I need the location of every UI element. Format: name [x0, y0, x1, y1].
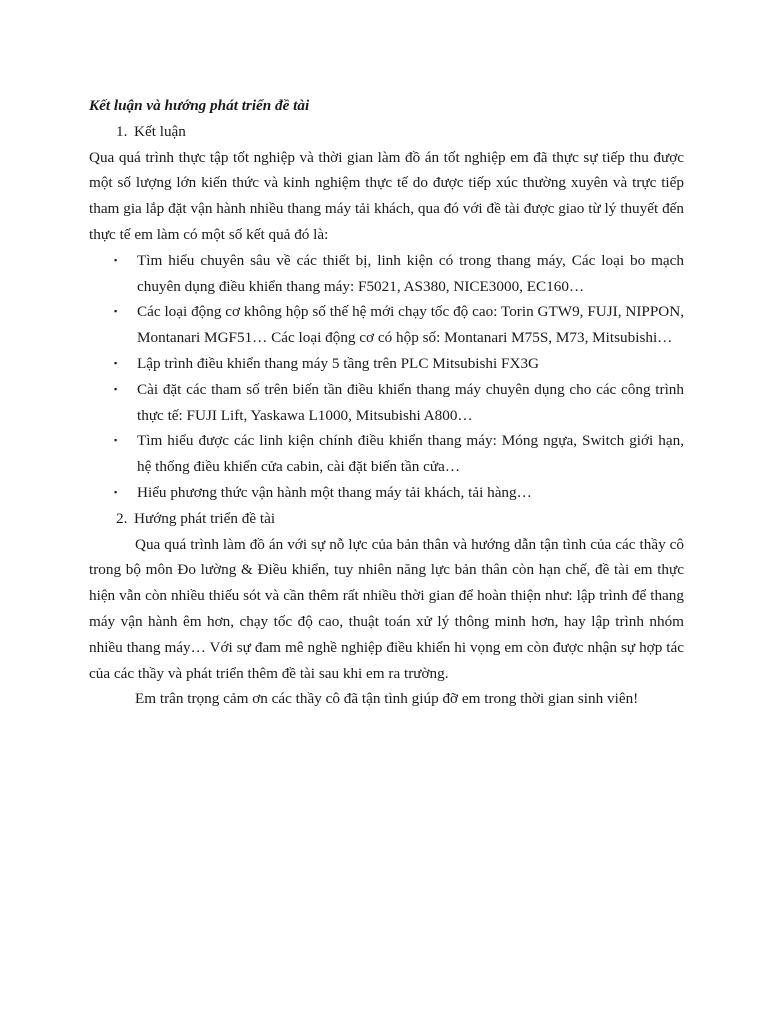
list-item — [89, 428, 684, 480]
list-item-text: Các loại động cơ không hộp số thế hệ mới chạy tốc độ cao: Torin GTW9, FUJI, NIPPON, Montanari MGF51… Các loại động cơ có hộp số: Montanari M75S, M73, Mitsubishi… — [137, 303, 684, 347]
list-item — [89, 351, 684, 377]
closing-thanks-paragraph: Em trân trọng cảm ơn các thầy cô đã tận tình giúp đỡ em trong thời gian sinh viên! — [135, 690, 639, 708]
bullet-icon: ▪ — [114, 486, 118, 497]
section-number: 2. — [116, 509, 128, 527]
bullet-icon: ▪ — [114, 435, 118, 446]
development-paragraph: Qua quá trình làm đồ án với sự nỗ lực của bản thân và hướng dẫn tận tình của các thầy cô trong bộ môn Đo lường & Điều khiển, tuy nhiên năng lực bản thân còn hạn chế, đề tài em thực hiện vẫn còn nhiều thiếu sót và cần thêm rất nhiều thời gian để hoàn thiện như: lập trình để thang máy vận hành êm hơn, chạy tốc độ cao, thuật toán xử lý thông minh hơn, hay lập trình nhóm nhiều thang máy… Với sự đam mê nghề nghiệp điều khiển hi vọng em còn được nhận sự hợp tác của các thầy và phát triển thêm đề tài sau khi em ra trường. — [89, 535, 684, 682]
document-title: Kết luận và hướng phát triển đề tài — [89, 97, 310, 114]
bullet-icon: ▪ — [114, 254, 118, 265]
list-item-text: Tìm hiểu chuyên sâu về các thiết bị, linh kiện có trong thang máy, Các loại bo mạch chuyên dụng điều khiển thang máy: F5021, AS380, NICE3000, EC160… — [137, 251, 684, 295]
section-heading-text: Kết luận — [134, 122, 186, 140]
list-item — [89, 480, 684, 506]
section-heading-conclusion — [89, 119, 684, 145]
list-item — [89, 248, 684, 300]
conclusion-intro-paragraph: Qua quá trình thực tập tốt nghiệp và thời gian làm đồ án tốt nghiệp em đã thực sự tiếp thu được một số lượng lớn kiến thức và kinh nghiệm thực tế do được tiếp xúc thường xuyên và trực tiếp tham gia lắp đặt vận hành nhiều thang máy tải khách, qua đó với đề tài được giao từ lý thuyết đến thực tế em làm có một số kết quả đó là: — [89, 148, 684, 243]
list-item-text: Lập trình điều khiển thang máy 5 tầng trên PLC Mitsubishi FX3G — [137, 354, 540, 372]
bullet-icon: ▪ — [114, 306, 118, 317]
list-item-text: Cài đặt các tham số trên biến tần điều khiển thang máy chuyên dụng cho các công trình thực tế: FUJI Lift, Yaskawa L1000, Mitsubishi A800… — [137, 380, 684, 424]
list-item-text: Hiểu phương thức vận hành một thang máy tải khách, tải hàng… — [137, 483, 532, 501]
bullet-icon: ▪ — [114, 383, 118, 394]
results-bullet-list — [89, 248, 684, 506]
list-item — [89, 299, 684, 351]
section-heading-development — [89, 506, 684, 532]
section-number: 1. — [116, 122, 128, 140]
bullet-icon: ▪ — [114, 357, 118, 368]
list-item-text: Tìm hiểu được các linh kiện chính điều khiển thang máy: Móng ngựa, Switch giới hạn, hệ thống điều khiển cửa cabin, cài đặt biến tần cửa… — [137, 432, 684, 476]
section-heading-text: Hướng phát triển đề tài — [134, 509, 276, 527]
list-item — [89, 377, 684, 429]
